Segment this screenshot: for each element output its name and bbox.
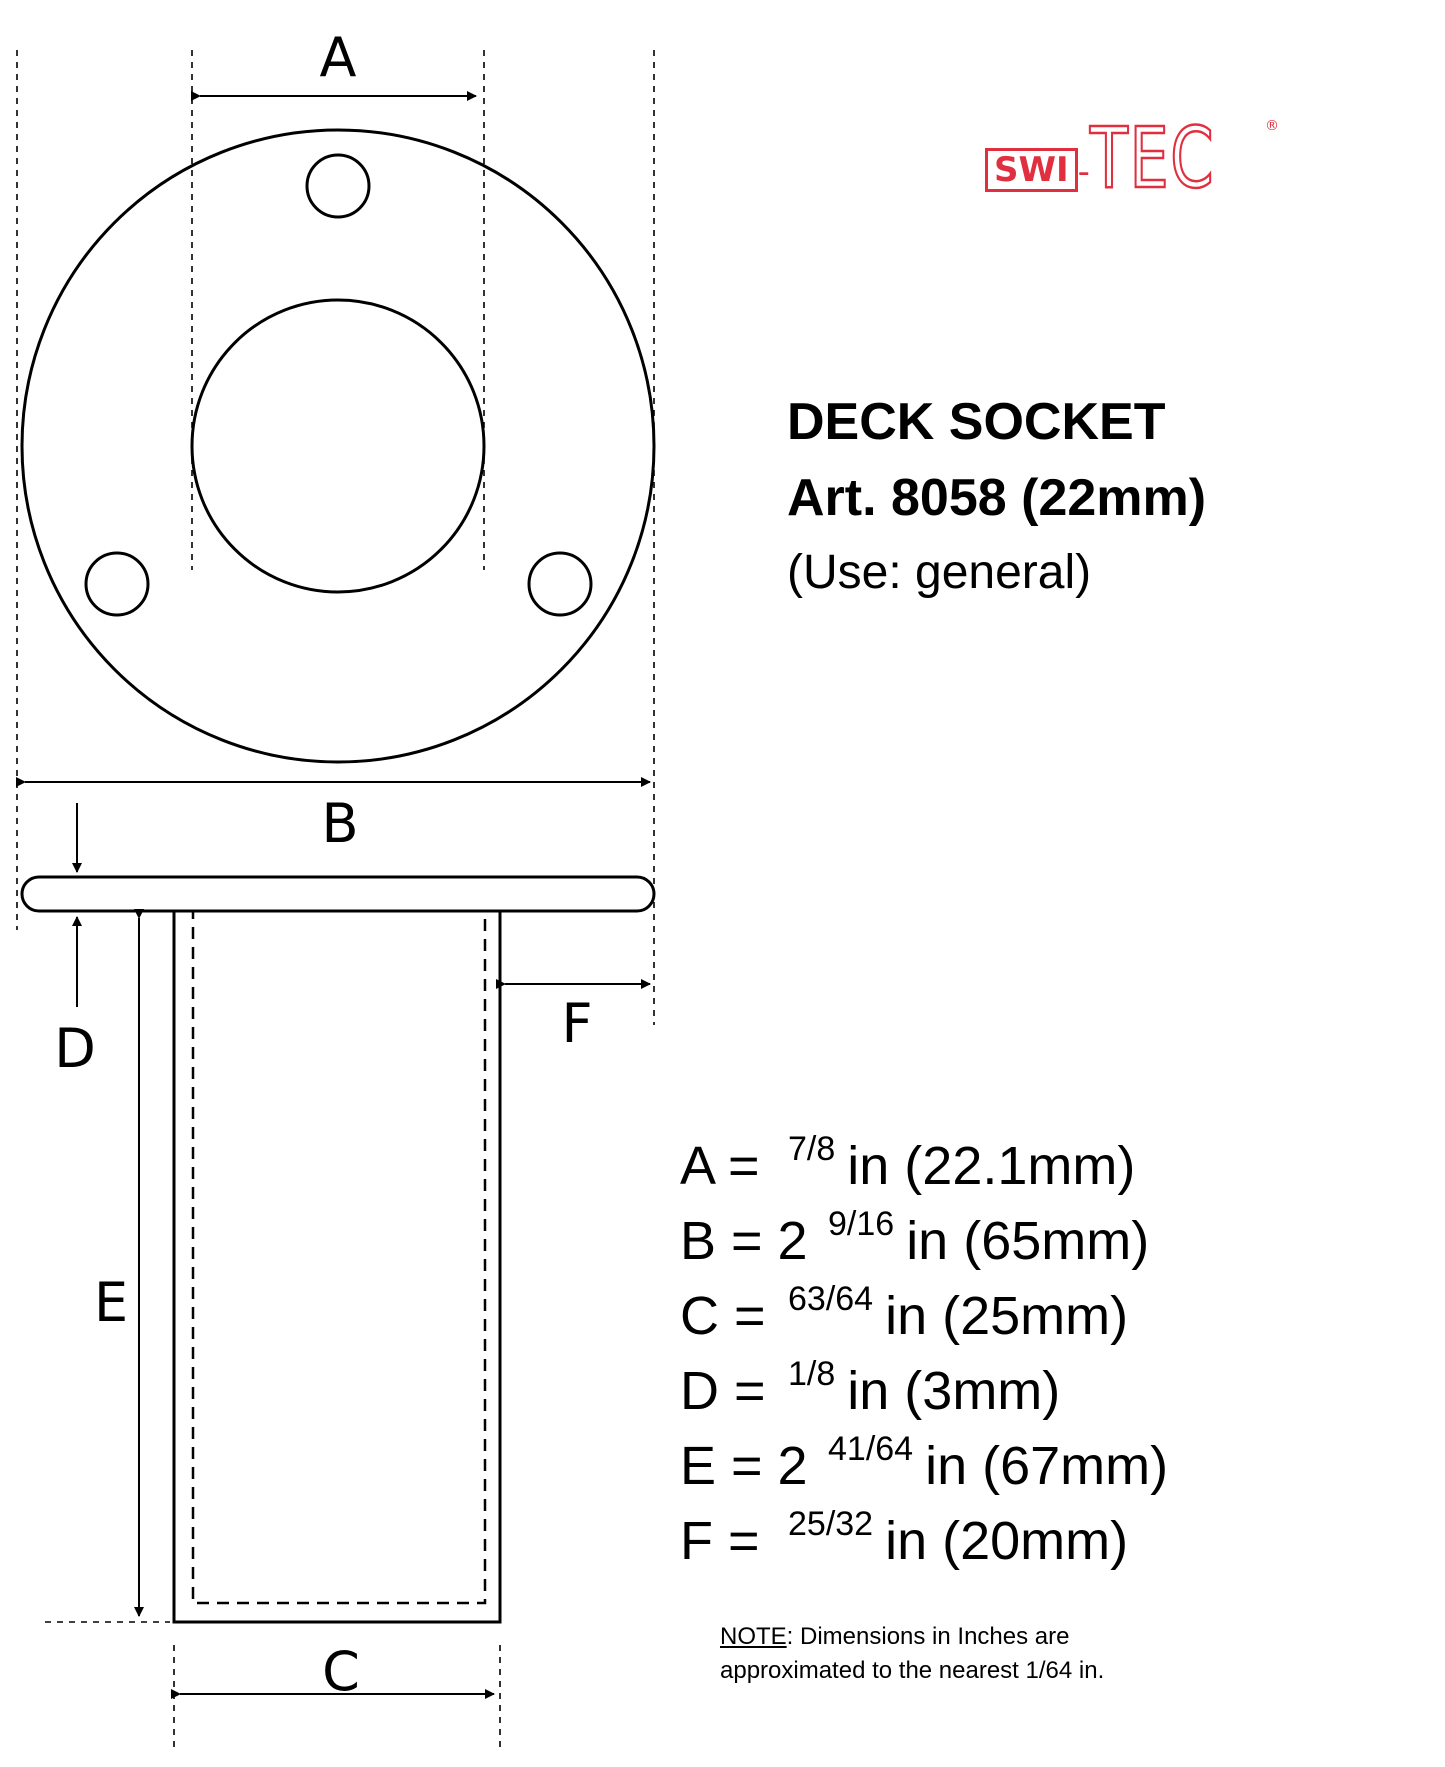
note-label: NOTE bbox=[720, 1623, 787, 1650]
spec-lhs: F = bbox=[680, 1511, 760, 1571]
spec-lhs: E = 2 bbox=[680, 1436, 808, 1496]
dim-label-F: F bbox=[561, 992, 593, 1055]
spec-fraction: 9/16 bbox=[828, 1205, 895, 1243]
socket-inner-hidden-line bbox=[193, 911, 485, 1603]
dim-label-E: E bbox=[93, 1271, 129, 1334]
spec-value: in (22.1mm) bbox=[847, 1136, 1136, 1196]
socket-tube bbox=[174, 911, 500, 1622]
usage-note: (Use: general) bbox=[787, 546, 1092, 599]
socket-bore-circle bbox=[192, 300, 484, 592]
flange-outer-circle bbox=[22, 130, 654, 762]
dim-label-D: D bbox=[54, 1017, 96, 1080]
note-line-1-text: : Dimensions in Inches are bbox=[786, 1623, 1070, 1650]
flange-plate bbox=[22, 877, 654, 911]
screw-hole-top bbox=[307, 155, 369, 217]
spec-row-E bbox=[680, 1412, 1169, 1496]
product-title-block bbox=[787, 385, 1206, 609]
note-line-2: approximated to the nearest 1/64 in. bbox=[720, 1657, 1105, 1684]
dim-label-A: A bbox=[319, 26, 357, 89]
logo-dash: - bbox=[1077, 152, 1090, 192]
dimension-arrows bbox=[25, 96, 650, 1694]
logo-prefix: SWI bbox=[985, 148, 1078, 192]
dim-label-B: B bbox=[321, 792, 359, 855]
spec-value: in (67mm) bbox=[925, 1436, 1169, 1496]
dimension-note bbox=[720, 1620, 1104, 1688]
screw-hole-right bbox=[529, 553, 591, 615]
spec-row-D bbox=[680, 1337, 1168, 1421]
extension-lines bbox=[17, 50, 654, 1750]
spec-lhs: A = bbox=[680, 1136, 760, 1196]
spec-fraction: 7/8 bbox=[788, 1130, 836, 1168]
spec-value: in (65mm) bbox=[906, 1211, 1150, 1271]
article-number: Art. 8058 (22mm) bbox=[787, 469, 1207, 527]
spec-row-A bbox=[680, 1112, 1168, 1196]
screw-hole-left bbox=[86, 553, 148, 615]
spec-value: in (25mm) bbox=[885, 1286, 1129, 1346]
spec-fraction: 63/64 bbox=[788, 1280, 874, 1318]
note-line-1 bbox=[720, 1620, 1104, 1654]
socket-side-view bbox=[22, 877, 654, 1622]
spec-lhs: C = bbox=[680, 1286, 766, 1346]
spec-lhs: B = 2 bbox=[680, 1211, 808, 1271]
dimension-specs bbox=[680, 1112, 1169, 1571]
product-title: DECK SOCKET bbox=[787, 393, 1166, 451]
registered-mark: ® bbox=[1265, 118, 1279, 134]
logo-brand: TEC bbox=[1089, 109, 1216, 207]
flange-top-view bbox=[22, 130, 654, 762]
spec-row-F bbox=[680, 1487, 1168, 1571]
dim-label-C: C bbox=[322, 1640, 360, 1703]
spec-row-C bbox=[680, 1262, 1168, 1346]
spec-fraction: 1/8 bbox=[788, 1355, 836, 1393]
spec-fraction: 41/64 bbox=[828, 1430, 914, 1468]
swi-tec-logo bbox=[985, 109, 1279, 207]
spec-lhs: D = bbox=[680, 1361, 766, 1421]
spec-value: in (3mm) bbox=[847, 1361, 1061, 1421]
spec-value: in (20mm) bbox=[885, 1511, 1129, 1571]
spec-row-B bbox=[680, 1187, 1168, 1271]
spec-fraction: 25/32 bbox=[788, 1505, 874, 1543]
